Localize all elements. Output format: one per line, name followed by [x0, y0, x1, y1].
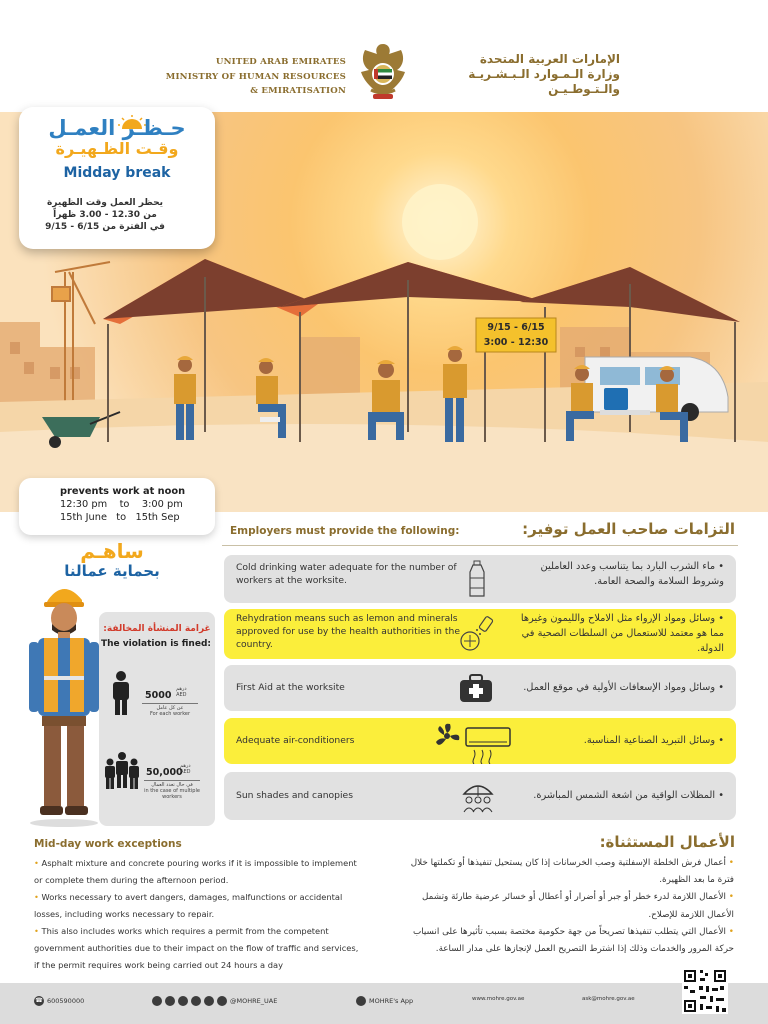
midday-ban-details-ar: يحظر العمل وقت الظهيرة من 12.30 - 3.00 ظهراً في الفترة من 6/15 - 9/15 — [45, 198, 165, 232]
fine-title-ar: غرامة المنشأة المخالفة: — [103, 624, 211, 634]
prevent-work-hours: 12:30 pm to 3:00 pm — [60, 499, 183, 510]
snapchat-icon[interactable] — [217, 996, 227, 1006]
fine-note-multiple: في حال تعدد العمال in the case of multiple workers — [144, 782, 200, 800]
midday-ban-title-ar: حـظـر العمـل — [48, 116, 186, 140]
twitter-icon[interactable] — [152, 996, 162, 1006]
footer-email[interactable]: ask@mohre.gov.ae — [582, 996, 635, 1002]
requirement-text-en: Rehydration means such as lemon and minerals approved for use by the health authorities in the country. — [236, 613, 460, 650]
saham-campaign-logo: ساهـم بحماية عمالنا — [64, 539, 160, 580]
umbrella-shade-icon — [460, 782, 496, 814]
youtube-icon[interactable] — [178, 996, 188, 1006]
multiple-workers-icon — [104, 752, 140, 790]
water-cooler-icon — [604, 388, 628, 410]
footer — [0, 983, 768, 1024]
exceptions-title-ar: الأعمال المستثناة: — [599, 833, 735, 851]
fine-currency-multiple: درهم AED — [180, 763, 191, 775]
list-item: • الأعمال التي يتطلب تنفيذها تصريحاً من جهة حكومية مختصة بسبب تأثيرها على انسياب حركة المرور والخدمات وذلك إذا اشترط التصريح العمل لإنجازها على مدار الساعة. — [412, 926, 734, 955]
list-item: • This also includes works which requires a permit from the competent government authorities due to their impact on the flow of traffic and services, if the permit requires work being carried out 24 hours a day — [34, 926, 359, 970]
exceptions-list-en — [34, 855, 364, 974]
requirement-row-shades — [224, 772, 736, 820]
sun-icon — [402, 184, 478, 260]
requirement-text-ar: • ماء الشرب البارد بما يتناسب وعدد العاملين وشروط السلامة والصحة العامة. — [540, 561, 724, 587]
requirement-text-ar: • وسائل ومواد الإرواء مثل الاملاح والليمون وغيرها مما هو معتمد للاستعمال من السلطات الصحية في الدولة. — [520, 613, 724, 654]
footer-social[interactable]: @MOHRE_UAE — [152, 996, 277, 1006]
requirement-text-en: Sun shades and canopies — [236, 790, 353, 801]
ministry-name-ar: الإمارات العربية المتحدة وزارة الـمـوارد الـبـشـريـة والـتـوطـيـن — [468, 52, 620, 96]
list-item: • Works necessary to avert dangers, damages, malfunctions or accidental losses, including works necessary to repair. — [34, 892, 343, 919]
midday-break-card — [19, 107, 215, 249]
divider — [222, 545, 738, 546]
fine-amount-multiple: 50,000 — [146, 767, 183, 778]
facebook-icon[interactable] — [191, 996, 201, 1006]
list-item: • أعمال فرش الخلطة الإسفلتية وصب الخرسانات إذا كان يستحيل تنفيذها أو تكملتها خلال فترة ما بعد الظهيرة. — [410, 858, 734, 886]
midday-break-title: Midday break — [63, 165, 171, 181]
prevent-work-title: prevents work at noon — [60, 486, 186, 497]
requirement-text-ar: • المظلات الواقية من اشعة الشمس المباشرة. — [533, 790, 724, 801]
employers-title-ar: التزامات صاحب العمل توفير: — [522, 520, 735, 538]
first-aid-kit-icon — [458, 673, 494, 703]
list-item: • الأعمال اللازمة لدرء خطر أو جبر أو أضرار أو أعطال أو خسائر عرضية طارئة وتشمل الأعمال اللازمة للإصلاح. — [421, 892, 734, 920]
qr-code-icon[interactable] — [682, 968, 728, 1014]
midday-ban-subtitle-ar: وقـت الظـهيـرة — [55, 139, 179, 158]
exceptions-list-ar — [396, 855, 734, 958]
divider — [144, 780, 200, 781]
air-conditioner-icon — [432, 720, 514, 764]
timing-sign-text: 9/15 - 6/15 3:00 - 12:30 — [483, 322, 549, 348]
footer-phone[interactable]: ☎ 600590000 — [35, 997, 85, 1005]
fine-title-en: The violation is fined: — [101, 639, 211, 649]
lemon-salt-icon — [456, 613, 498, 655]
requirement-row-rehydration — [224, 609, 736, 659]
requirement-row-air-conditioners — [224, 718, 736, 764]
worker-illustration — [24, 580, 104, 830]
requirement-text-en: First Aid at the worksite — [236, 682, 345, 693]
single-worker-icon — [108, 670, 134, 716]
footer-website[interactable]: www.mohre.gov.ae — [472, 996, 525, 1002]
fine-amount-single: 5000 — [145, 690, 172, 701]
fine-note-single: عن كل عامل For each worker — [149, 705, 191, 717]
prevent-work-card — [19, 478, 215, 535]
prevent-work-dates: 15th June to 15th Sep — [60, 512, 180, 523]
requirement-text-ar: • وسائل التبريد الصناعية المناسبة. — [583, 735, 724, 746]
requirement-row-first-aid — [224, 665, 736, 711]
requirement-text-ar: • وسائل ومواد الإسعافات الأولية في موقع العمل. — [523, 682, 724, 693]
footer-app[interactable]: MOHRE's App — [356, 996, 413, 1006]
employers-title-en: Employers must provide the following: — [230, 525, 460, 537]
requirement-text-en: Cold drinking water adequate for the number of workers at the worksite. — [236, 562, 457, 586]
list-item: • Asphalt mixture and concrete pouring works if it is impossible to implement or complete them during the afternoon period. — [34, 858, 357, 885]
requirement-row-water — [224, 555, 736, 603]
exceptions-title-en: Mid-day work exceptions — [34, 838, 182, 850]
phone-icon: ☎ — [35, 997, 43, 1004]
ministry-name-en: UNITED ARAB EMIRATES MINISTRY OF HUMAN RESOURCES & EMIRATISATION — [165, 57, 346, 96]
header — [0, 0, 768, 112]
linkedin-icon[interactable] — [204, 996, 214, 1006]
requirement-text-en: Adequate air-conditioners — [236, 735, 355, 746]
mobile-app-icon — [356, 996, 366, 1006]
water-bottle-icon — [467, 560, 487, 598]
fine-currency-single: درهم AED — [176, 686, 187, 698]
divider — [142, 703, 198, 704]
instagram-icon[interactable] — [165, 996, 175, 1006]
uae-emblem-logo — [357, 40, 409, 102]
